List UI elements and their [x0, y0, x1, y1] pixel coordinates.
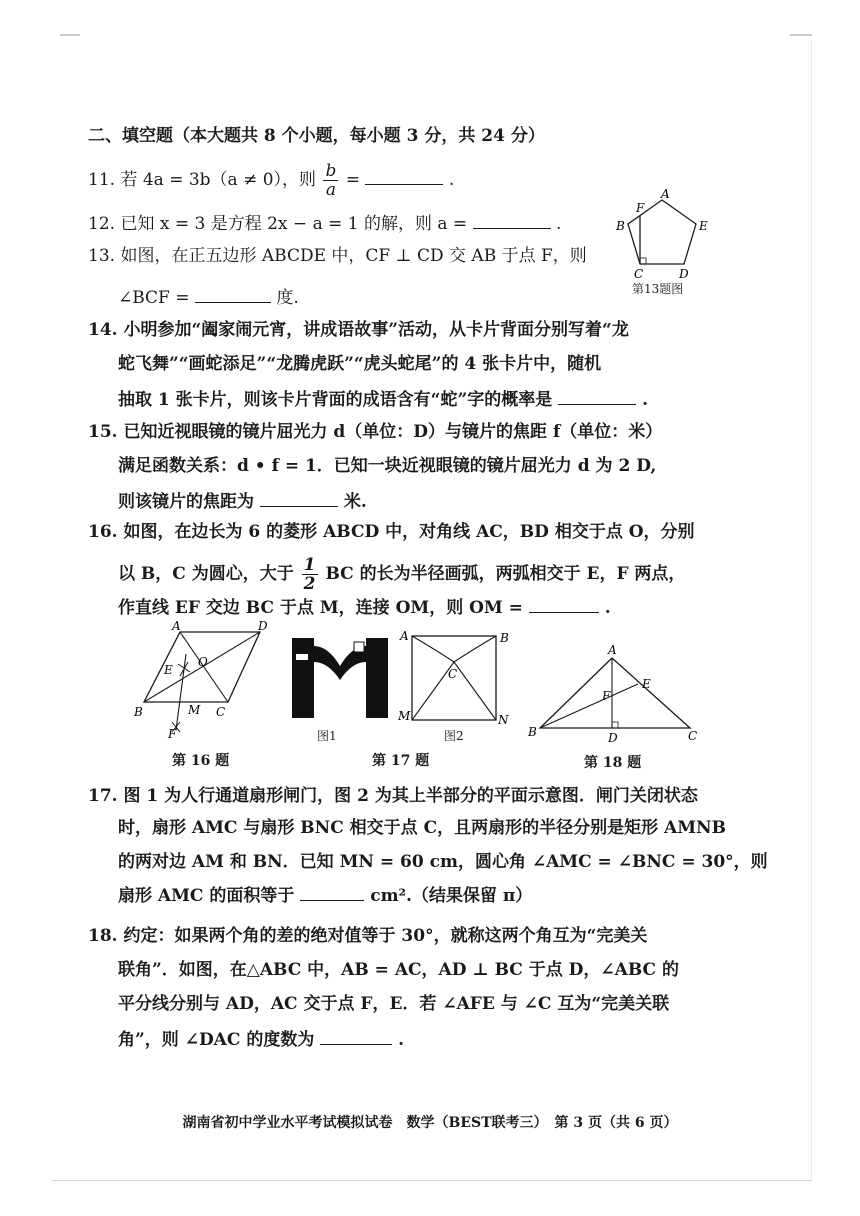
right-angle-mark — [640, 258, 646, 264]
label-b: B — [616, 219, 625, 233]
question-text: = — [345, 170, 361, 190]
label-b: B — [500, 631, 509, 645]
answer-blank[interactable] — [558, 386, 636, 405]
question-number: 14. — [88, 320, 118, 340]
page-border — [811, 40, 812, 1180]
answer-blank[interactable] — [473, 210, 551, 229]
question-text: 抽取 1 张卡片，则该卡片背面的成语含有“蛇”字的概率是 — [118, 390, 553, 410]
label-d: D — [608, 731, 618, 744]
arc-ac — [412, 636, 454, 662]
question-text: 约定：如果两个角的差的绝对值等于 30°，就称这两个角互为“完美关 — [123, 926, 648, 946]
arc-mark — [180, 662, 188, 676]
question-18 — [88, 924, 647, 948]
question-text: 若 4a = 3b（a ≠ 0），则 — [120, 170, 317, 190]
question-12 — [88, 210, 561, 236]
question-number: 15. — [88, 422, 118, 442]
label-f: F — [168, 727, 177, 741]
fraction — [323, 162, 338, 199]
label-b: B — [134, 705, 143, 719]
question-number: 16. — [88, 522, 118, 542]
arc-bc — [454, 636, 496, 662]
question-text: . — [642, 390, 648, 410]
question-number: 11. — [88, 170, 116, 190]
rhombus-figure — [128, 620, 278, 742]
question-text: 图 1 为人行通道扇形闸门，图 2 为其上半部分的平面示意图．闸门关闭状态 — [123, 786, 698, 806]
question-15 — [88, 420, 662, 444]
label-d: D — [258, 620, 268, 633]
question-text: 小明参加“阖家闹元宵，讲成语故事”活动，从卡片背面分别写着“龙 — [123, 320, 629, 340]
question-13 — [88, 244, 587, 268]
question-number: 13. — [88, 246, 116, 266]
page-edge-mark — [790, 34, 812, 36]
label-o: O — [198, 655, 208, 669]
label-a: A — [172, 620, 181, 633]
figure-caption: 第 17 题 — [372, 753, 430, 769]
question-text: . — [604, 598, 611, 618]
question-number: 17. — [88, 786, 118, 806]
question-18-line4 — [118, 1026, 404, 1052]
question-15-line3 — [118, 488, 367, 514]
question-17-line2: 时，扇形 AMC 与扇形 BNC 相交于点 C，且两扇形的半径分别是矩形 AMNB — [118, 818, 726, 838]
label-c: C — [448, 667, 458, 681]
question-17-line4 — [118, 882, 532, 908]
question-16-line2 — [118, 556, 685, 593]
question-16 — [88, 520, 695, 544]
label-e: E — [164, 663, 173, 677]
question-text: 如图，在边长为 6 的菱形 ABCD 中，对角线 AC，BD 相交于点 O，分别 — [123, 522, 695, 542]
question-text: 角”，则 ∠DAC 的度数为 — [118, 1030, 315, 1050]
label-m: M — [188, 703, 201, 717]
page-border — [52, 1180, 812, 1181]
question-14-line2: 蛇飞舞”“画蛇添足”“龙腾虎跃”“虎头蛇尾”的 4 张卡片中，随机 — [118, 354, 602, 374]
figure-label: 图1 — [317, 729, 337, 743]
fraction — [302, 556, 318, 593]
page-footer: 湖南省初中学业水平考试模拟试卷 数学（BEST联考三） 第 3 页（共 6 页） — [182, 1115, 678, 1131]
label-f: F — [636, 201, 645, 215]
radius-nc — [454, 662, 496, 720]
figure-caption: 第13题图 — [632, 282, 684, 296]
question-text: ∠BCF = — [118, 288, 190, 308]
label-d: D — [679, 267, 689, 281]
label-e: E — [642, 677, 651, 691]
label-n: N — [498, 713, 509, 727]
question-text: 度. — [276, 288, 299, 308]
label-e: E — [699, 219, 708, 233]
label-a: A — [661, 187, 670, 201]
question-17-line3: 的两对边 AM 和 BN．已知 MN = 60 cm，圆心角 ∠AMC = ∠BNC = 30°，则 — [118, 852, 768, 872]
question-text: BC 的长为半径画弧，两弧相交于 E，F 两点， — [325, 564, 686, 584]
figure-caption: 第 16 题 — [172, 753, 230, 769]
question-15-line2: 满足函数关系：d • f = 1．已知一块近视眼镜的镜片屈光力 d 为 2 D, — [118, 456, 657, 476]
question-text: 作直线 EF 交边 BC 于点 M，连接 OM，则 OM = — [118, 598, 523, 618]
bisector-be — [540, 684, 638, 728]
label-b: B — [528, 725, 537, 739]
page-edge-mark — [60, 34, 80, 36]
question-text: 扇形 AMC 的面积等于 — [118, 886, 295, 906]
question-18-line3: 平分线分别与 AD，AC 交于点 F，E．若 ∠AFE 与 ∠C 互为“完美关联 — [118, 994, 670, 1014]
answer-blank[interactable] — [260, 488, 338, 507]
section-title: 二、填空题（本大题共 8 个小题，每小题 3 分，共 24 分） — [88, 126, 545, 146]
answer-blank[interactable] — [529, 594, 599, 613]
label-m: M — [398, 709, 411, 723]
question-14-line3 — [118, 386, 648, 412]
label-a: A — [400, 629, 409, 643]
label-c: C — [688, 729, 698, 743]
fraction-denominator: a — [325, 180, 336, 200]
label-a: A — [608, 643, 617, 657]
question-18-line2: 联角”．如图，在△ABC 中，AB = AC，AD ⊥ BC 于点 D，∠ABC 的 — [118, 960, 679, 980]
question-text: 则该镜片的焦距为 — [118, 492, 254, 512]
gate-wing-left — [314, 646, 340, 680]
question-text: . — [555, 214, 562, 234]
answer-blank[interactable] — [195, 284, 271, 303]
figure-caption: 第 18 题 — [584, 755, 642, 771]
answer-blank[interactable] — [300, 882, 364, 901]
question-text: 如图，在正五边形 ABCDE 中，CF ⊥ CD 交 AB 于点 F，则 — [120, 246, 587, 266]
right-angle-mark — [612, 722, 618, 728]
question-text: 以 B，C 为圆心，大于 — [118, 564, 294, 584]
gate-pillar-left — [292, 638, 314, 718]
question-16-line3 — [118, 594, 611, 620]
triangle-figure — [522, 642, 706, 744]
label-f: F — [602, 689, 611, 703]
question-text: 已知近视眼镜的镜片屈光力 d（单位：D）与镜片的焦距 f（单位：米） — [123, 422, 663, 442]
figure-label: 图2 — [444, 729, 464, 743]
fraction-numerator: 1 — [303, 555, 316, 575]
sector-diagram — [396, 626, 512, 728]
label-c: C — [634, 267, 644, 281]
gate-light — [296, 654, 308, 660]
question-14 — [88, 318, 629, 342]
gate-pillar-right — [366, 638, 388, 718]
pentagon-figure — [612, 186, 722, 286]
gate-sensor — [354, 642, 364, 652]
question-number: 12. — [88, 214, 116, 234]
fraction-denominator: 2 — [303, 574, 316, 594]
label-c: C — [216, 705, 226, 719]
question-text: cm².（结果保留 π） — [370, 886, 533, 906]
question-11 — [88, 162, 454, 199]
question-13-line2 — [118, 284, 299, 310]
answer-blank[interactable] — [320, 1026, 392, 1045]
question-text: 已知 x = 3 是方程 2x − a = 1 的解，则 a = — [120, 214, 468, 234]
question-17 — [88, 784, 698, 808]
answer-blank[interactable] — [365, 166, 443, 185]
gate-illustration — [288, 632, 392, 720]
fraction-numerator: b — [325, 161, 337, 181]
question-text: . — [398, 1030, 405, 1050]
question-text: . — [448, 170, 455, 190]
question-number: 18. — [88, 926, 118, 946]
question-text: 米. — [343, 492, 367, 512]
